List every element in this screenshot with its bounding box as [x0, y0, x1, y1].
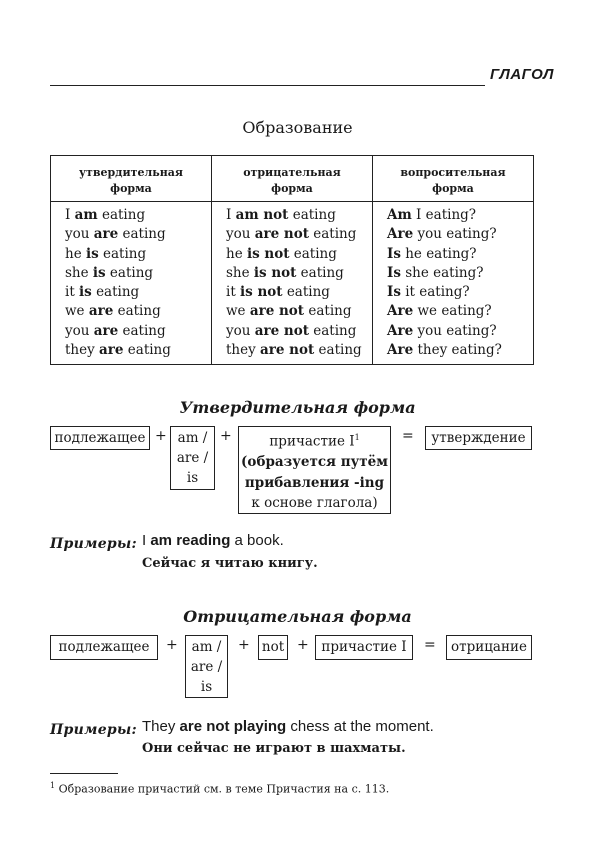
aux-am: am / — [177, 430, 208, 446]
form-row: you are eating — [65, 226, 166, 243]
column-header-negative: отрицательная форма — [212, 156, 373, 202]
aux-am: am / — [191, 639, 222, 655]
equals-sign: = — [402, 428, 414, 444]
form-row: Is he eating? — [387, 245, 477, 262]
form-row: you are not eating — [226, 226, 357, 243]
affirmative-example-en: I am reading a book. — [142, 532, 284, 549]
column-affirmative — [51, 202, 212, 365]
form-row: you are not eating — [226, 322, 357, 339]
participle-label: причастие $I^1$ — [269, 433, 360, 450]
participle-note-line3: к основе глагола) — [251, 495, 378, 511]
plus-sign: + — [166, 637, 178, 653]
footnote-rule — [50, 773, 118, 774]
form-row: he is not eating — [226, 245, 337, 262]
form-row: I am eating — [65, 207, 146, 223]
negative-result-box: отрицание — [446, 635, 532, 660]
form-row: they are eating — [65, 342, 171, 359]
aux-are: are / — [176, 450, 209, 466]
column-interrogative — [373, 202, 534, 365]
affirmative-aux-box — [170, 426, 215, 490]
plus-sign: + — [155, 428, 167, 444]
form-row: we are not eating — [226, 303, 352, 320]
form-row: it is not eating — [226, 284, 330, 301]
chapter-title: ГЛАГОЛ — [490, 66, 554, 83]
negative-subject-box: подлежащее — [50, 635, 158, 660]
forms-table — [50, 155, 534, 365]
form-row: we are eating — [65, 303, 161, 320]
form-row: I am not eating — [226, 207, 336, 223]
negative-example-label: Примеры: — [50, 722, 138, 738]
form-row: Is it eating? — [387, 284, 470, 301]
aux-is: is — [200, 679, 213, 695]
form-row: she is eating — [65, 264, 154, 281]
negative-participle-box: причастие I — [315, 635, 413, 660]
form-row: Is she eating? — [387, 264, 484, 281]
affirmative-example-ru: Сейчас я читаю книгу. — [142, 556, 318, 571]
form-row: you are eating — [65, 322, 166, 339]
affirmative-subject-box: подлежащее — [50, 426, 150, 450]
not-box: not — [258, 635, 288, 660]
form-row: Are you eating? — [387, 226, 497, 243]
equals-sign: = — [424, 637, 436, 653]
aux-is: is — [186, 470, 199, 486]
form-row: Are you eating? — [387, 322, 497, 339]
form-row: Are we eating? — [387, 303, 492, 320]
plus-sign: + — [220, 428, 232, 444]
header-rule — [50, 85, 485, 86]
column-header-interrogative: вопросительная форма — [373, 156, 534, 202]
formation-title: Образование — [242, 118, 353, 137]
affirmative-title: Утвердительная форма — [179, 398, 416, 417]
form-row: she is not eating — [226, 264, 344, 281]
participle-note-line2: прибавления -ing — [244, 474, 385, 491]
plus-sign: + — [238, 637, 250, 653]
footnote: $^1$ Образование причастий см. в теме Причастия на с. 113. — [50, 781, 390, 796]
column-negative — [212, 202, 373, 365]
participle-box — [238, 426, 391, 514]
form-row: he is eating — [65, 245, 147, 262]
aux-are: are / — [190, 659, 223, 675]
participle-note-line1: (образуется путём — [241, 454, 388, 470]
column-header-affirmative: утвердительная форма — [51, 156, 212, 202]
negative-example-ru: Они сейчас не играют в шахматы. — [142, 741, 406, 756]
plus-sign: + — [297, 637, 309, 653]
affirmative-example-label: Примеры: — [50, 536, 138, 552]
form-row: it is eating — [65, 284, 140, 301]
form-row: they are not eating — [226, 342, 362, 359]
affirmative-result-box: утверждение — [425, 426, 532, 450]
negative-title: Отрицательная форма — [183, 607, 412, 626]
negative-aux-box — [185, 635, 228, 698]
form-row: Am I eating? — [387, 207, 477, 223]
negative-example-en: They are not playing chess at the moment. — [142, 718, 434, 735]
form-row: Are they eating? — [387, 342, 502, 359]
